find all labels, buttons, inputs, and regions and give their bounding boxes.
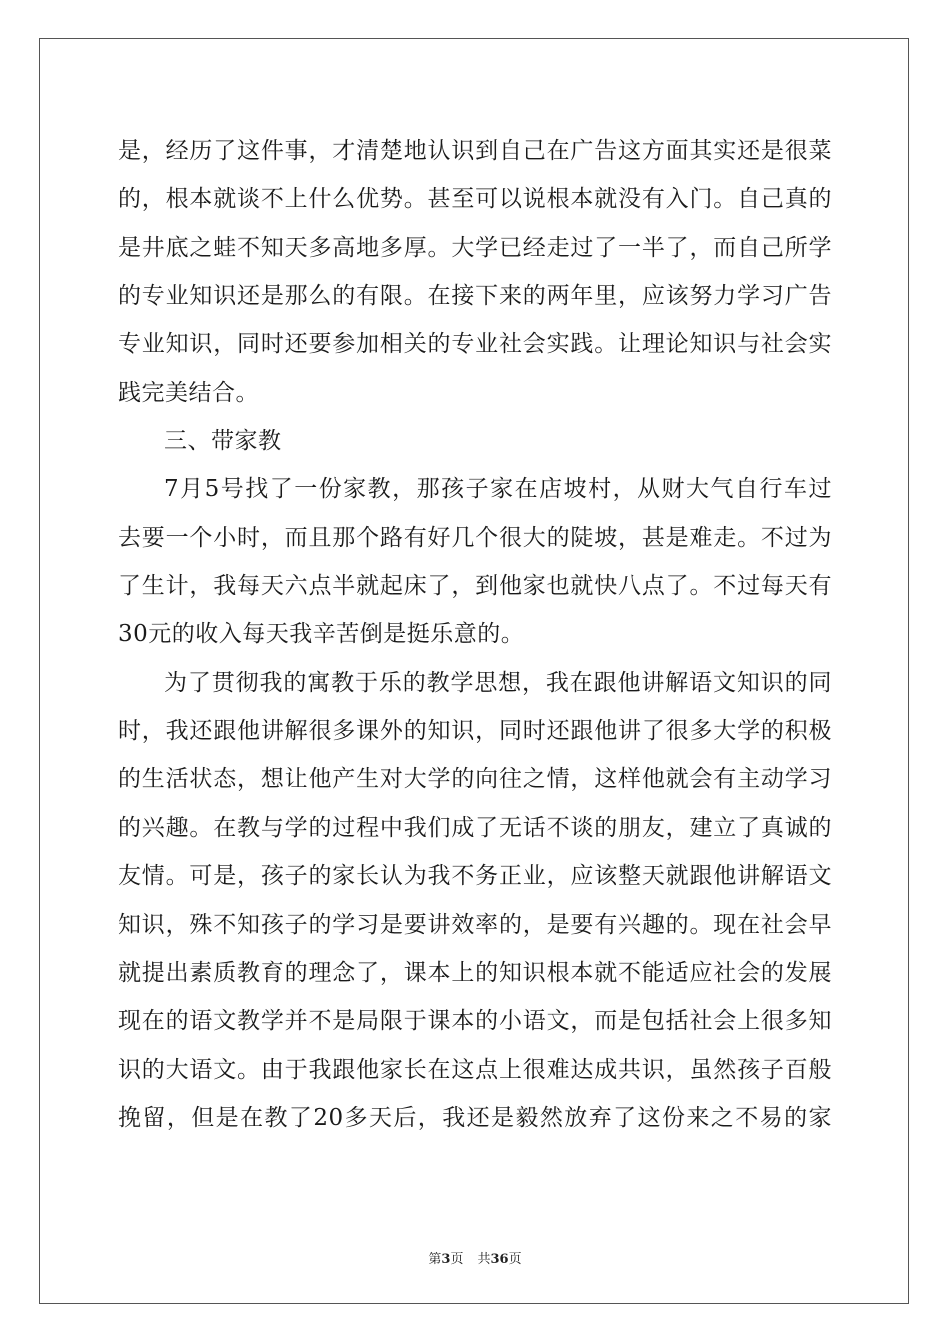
- body-line: 识的大语文。由于我跟他家长在这点上很难达成共识，虽然孩子百般: [118, 1056, 832, 1083]
- total-pages-number: 36: [490, 1252, 509, 1267]
- current-page-number: 3: [441, 1252, 451, 1267]
- body-line: 了生计，我每天六点半就起床了，到他家也就快八点了。不过每天有: [118, 573, 832, 600]
- body-line: 的生活状态，想让他产生对大学的向往之情，这样他就会有主动学习: [118, 766, 832, 793]
- body-line: 现在的语文教学并不是局限于课本的小语文，而是包括社会上很多知: [118, 1008, 832, 1035]
- footer-prefix: 第: [428, 1252, 442, 1267]
- body-line: 的兴趣。在教与学的过程中我们成了无话不谈的朋友，建立了真诚的: [118, 814, 832, 841]
- body-line: 就提出素质教育的理念了，课本上的知识根本就不能适应社会的发展: [118, 959, 832, 986]
- body-line: 专业知识，同时还要参加相关的专业社会实践。让理论知识与社会实: [118, 331, 832, 358]
- body-line: 知识，殊不知孩子的学习是要讲效率的，是要有兴趣的。现在社会早: [118, 911, 832, 938]
- body-line: 30元的收入每天我辛苦倒是挺乐意的。: [118, 621, 525, 648]
- body-line: 是，经历了这件事，才清楚地认识到自己在广告这方面其实还是很菜: [118, 138, 832, 164]
- body-line: 践完美结合。: [118, 379, 259, 406]
- footer-total-prefix: 共: [477, 1252, 491, 1267]
- document-body: [118, 127, 832, 1142]
- page-footer: [0, 1248, 950, 1267]
- body-line: 为了贯彻我的寓教于乐的教学思想，我在跟他讲解语文知识的同: [164, 669, 832, 696]
- body-line: 友情。可是，孩子的家长认为我不务正业，应该整天就跟他讲解语文: [118, 863, 832, 890]
- body-line: 挽留，但是在教了20多天后，我还是毅然放弃了这份来之不易的家: [118, 1104, 832, 1131]
- body-line: 去要一个小时，而且那个路有好几个很大的陡坡，甚是难走。不过为: [118, 524, 832, 551]
- footer-total-unit: 页: [508, 1252, 522, 1267]
- body-line: 的，根本就谈不上什么优势。甚至可以说根本就没有入门。自己真的: [118, 186, 832, 213]
- footer-page-unit: 页: [450, 1252, 464, 1267]
- body-line: 的专业知识还是那么的有限。在接下来的两年里，应该努力学习广告: [118, 283, 832, 310]
- body-line: 时，我还跟他讲解很多课外的知识，同时还跟他讲了很多大学的积极: [118, 718, 832, 745]
- body-line: 7月5号找了一份家教，那孩子家在店坡村，从财大气自行车过: [164, 476, 832, 503]
- section-heading: 三、带家教: [164, 428, 282, 455]
- body-line: 是井底之蛙不知天多高地多厚。大学已经走过了一半了，而自己所学: [118, 234, 832, 261]
